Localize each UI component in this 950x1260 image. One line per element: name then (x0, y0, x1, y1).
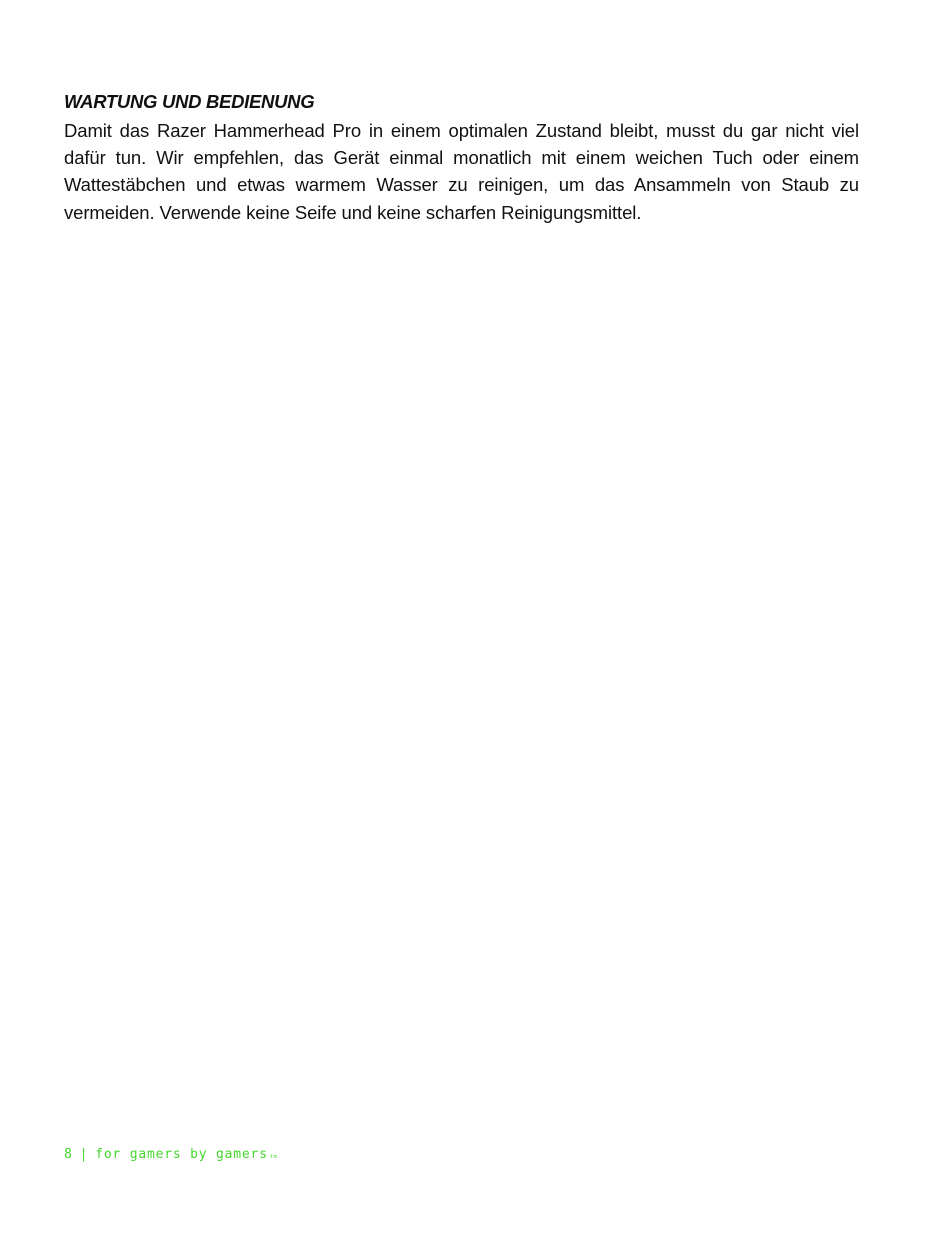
page-number: 8 (64, 1147, 73, 1162)
footer-separator: | (79, 1147, 89, 1162)
footer-slogan: for gamers by gamers (95, 1147, 268, 1162)
page-footer (64, 1147, 277, 1162)
trademark-mark: tm (269, 1154, 278, 1160)
maintenance-section (64, 90, 859, 226)
section-heading: WARTUNG UND BEDIENUNG (64, 91, 315, 112)
section-body-text: Damit das Razer Hammerhead Pro in einem optimalen Zustand bleibt, musst du gar nicht viel dafür tun. Wir empfehlen, das Gerät einmal monatlich mit einem weichen Tuch oder einem Wattestäbchen und etwas warmem Wasser zu reinigen, um das Ansammeln von Staub zu vermeiden. Verwende keine Seife und keine scharfen Reinigungsmittel. (64, 120, 859, 223)
